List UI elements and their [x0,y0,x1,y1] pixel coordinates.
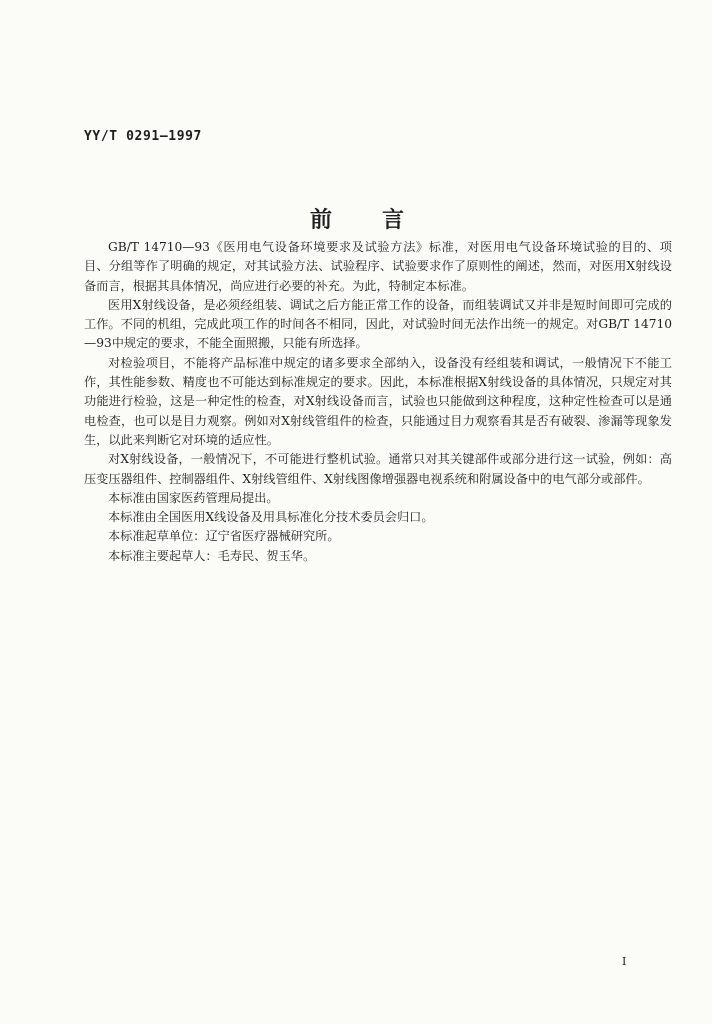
paragraph: 本标准起草单位：辽宁省医疗器械研究所。 [108,529,340,544]
paragraph: 对检验项目，不能将产品标准中规定的诸多要求全部纳入，设备没有经组装和调试，一般情况下不能工作，其性能参数、精度也不可能达到标准规定的要求。因此，本标准根据X射线设备的具体情况，只规定对其功能进行检验，这是一种定性的检查，对X射线设备而言，试验也只能做到这种程度，这种定性检查可以是通电检查，也可以是目力观察。例如对X射线管组件的检查，只能通过目力观察看其是否有破裂、渗漏等现象发生，以此来判断它对环境的适应性。 [84,355,672,447]
paragraph: 本标准由全国医用X线设备及用具标准化分技术委员会归口。 [108,510,434,525]
page-number: I [622,955,627,968]
page-title: 前言 [310,207,455,233]
paragraph: GB/T 14710—93《医用电气设备环境要求及试验方法》标准，对医用电气设备环境试验的目的、项目、分组等作了明确的规定，对其试验方法、试验程序、试验要求作了原则性的阐述，然而，对医用X射线设备而言，根据其具体情况，尚应进行必要的补充。为此，特制定本标准。 [84,240,672,293]
paragraph: 本标准主要起草人：毛寿民、贺玉华。 [108,548,316,563]
paragraph: 医用X射线设备，是必须经组装、调试之后方能正常工作的设备，而组装调试又并非是短时间即可完成的工作。不同的机组，完成此项工作的时间各不相同，因此，对试验时间无法作出统一的规定。对GB/T 14710—93中规定的要求，不能全面照搬，只能有所选择。 [84,297,672,351]
paragraph: 对X射线设备，一般情况下，不可能进行整机试验。通常只对其关键部件或部分进行这一试验，例如：高压变压器组件、控制器组件、X射线管组件、X射线图像增强器电视系统和附属设备中的电气部分或部件。 [84,452,672,486]
paragraph: 本标准由国家医药管理局提出。 [108,490,279,505]
body-text [84,238,672,566]
standard-code: YY/T 0291—1997 [84,129,202,144]
